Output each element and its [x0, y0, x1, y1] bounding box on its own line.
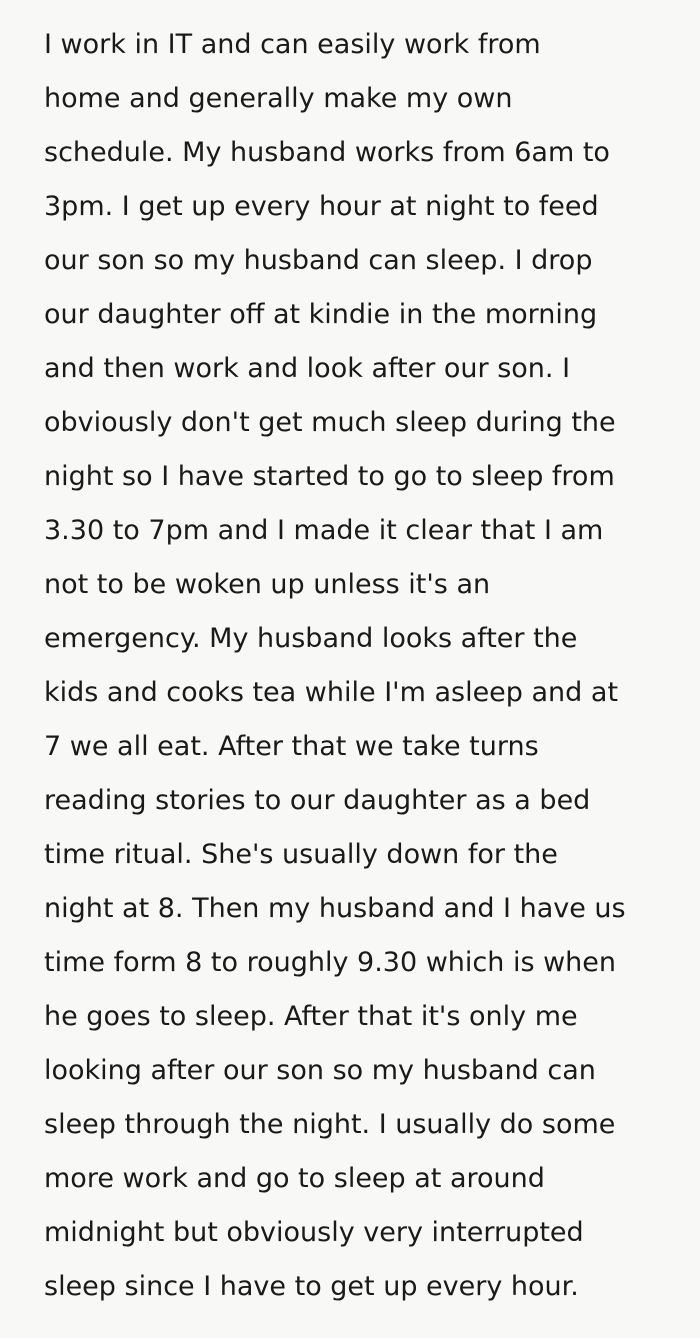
- text-line: and then work and look after our son. I: [44, 353, 571, 384]
- text-line: kids and cooks tea while I'm asleep and at: [44, 677, 619, 708]
- text-line: time form 8 to roughly 9.30 which is when: [44, 947, 617, 978]
- text-line: schedule. My husband works from 6am to: [44, 137, 610, 168]
- text-line: time ritual. She's usually down for the: [44, 839, 558, 870]
- text-line: not to be woken up unless it's an: [44, 569, 491, 600]
- text-line: home and generally make my own: [44, 83, 513, 114]
- text-line: emergency. My husband looks after the: [44, 623, 578, 654]
- text-line: obviously don't get much sleep during the: [44, 407, 616, 438]
- text-line: our daughter off at kindie in the morning: [44, 299, 598, 330]
- text-line: more work and go to sleep at around: [44, 1163, 545, 1194]
- text-line: sleep since I have to get up every hour.: [44, 1271, 579, 1302]
- text-line: I work in IT and can easily work from: [44, 29, 541, 60]
- text-line: midnight but obviously very interrupted: [44, 1217, 584, 1248]
- text-line: sleep through the night. I usually do some: [44, 1109, 616, 1140]
- text-line: 3pm. I get up every hour at night to feed: [44, 191, 599, 222]
- text-line: looking after our son so my husband can: [44, 1055, 596, 1086]
- text-line: 7 we all eat. After that we take turns: [44, 731, 539, 762]
- text-line: night at 8. Then my husband and I have us: [44, 893, 626, 924]
- text-line: night so I have started to go to sleep from: [44, 461, 615, 492]
- text-line: he goes to sleep. After that it's only me: [44, 1001, 578, 1032]
- text-line: our son so my husband can sleep. I drop: [44, 245, 593, 276]
- text-line: 3.30 to 7pm and I made it clear that I am: [44, 515, 604, 546]
- text-line: reading stories to our daughter as a bed: [44, 785, 591, 816]
